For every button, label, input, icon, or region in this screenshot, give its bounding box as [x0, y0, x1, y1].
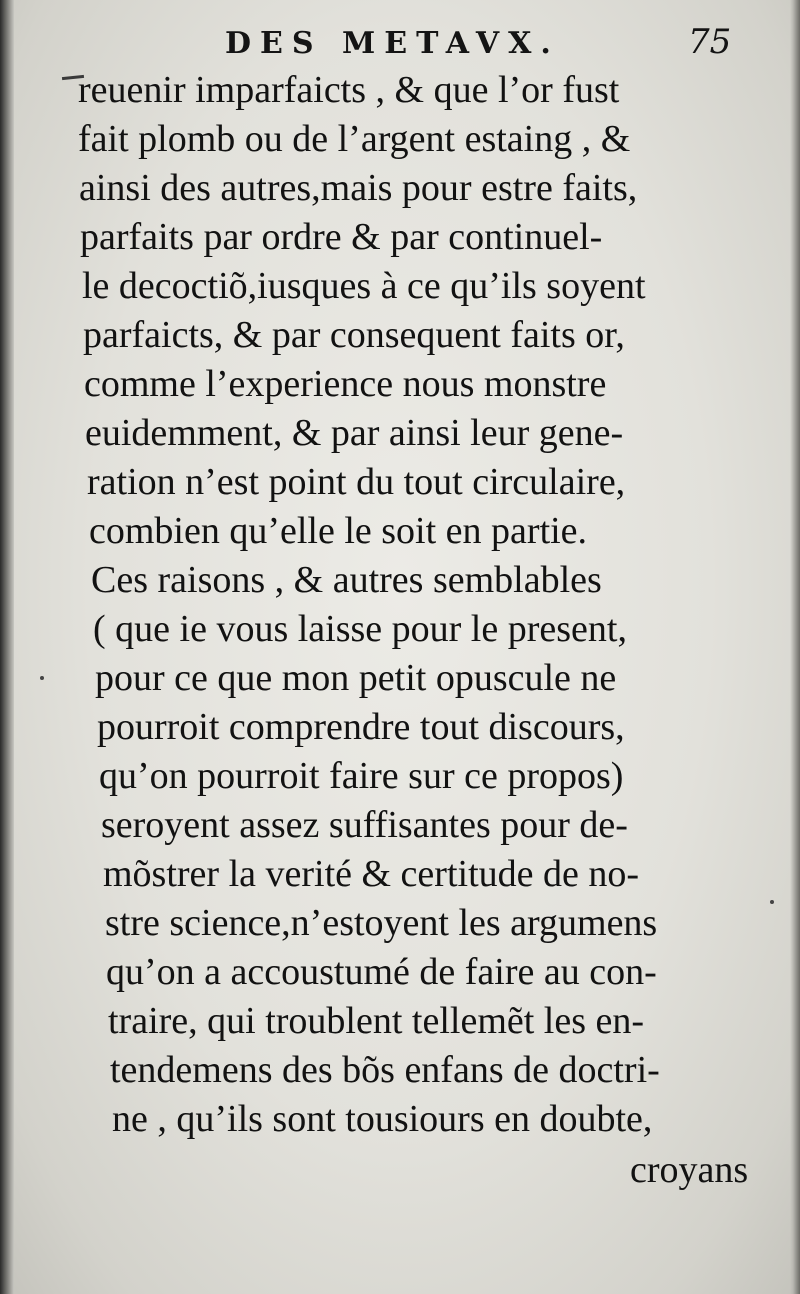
text-line: stre science,n’estoyent les argumens [105, 902, 658, 944]
text-line: parfaits par ordre & par continuel- [80, 216, 603, 258]
text-line: combien qu’elle le soit en partie. [89, 510, 588, 552]
text-line: ainsi des autres,mais pour estre faits, [79, 167, 638, 209]
text-line: pourroit comprendre tout discours, [97, 706, 625, 748]
text-line: euidemment, & par ainsi leur gene- [85, 412, 624, 454]
text-line: Ces raisons , & autres semblables [91, 559, 602, 601]
running-head: DES METAVX. [225, 26, 560, 61]
text-line: ( que ie vous laisse pour le present, [93, 608, 627, 650]
text-line: seroyent assez suffisantes pour de- [101, 804, 628, 846]
catchword: croyans [630, 1149, 749, 1191]
page-right-edge-shadow [790, 0, 800, 1294]
text-line: parfaicts, & par consequent faits or, [83, 314, 625, 356]
page-header [0, 16, 800, 66]
text-line: comme l’experience nous monstre [84, 363, 607, 405]
ink-speck [770, 900, 774, 904]
text-line: pour ce que mon petit opuscule ne [95, 657, 617, 699]
text-line: tendemens des bõs enfans de doctri- [110, 1049, 660, 1091]
text-line: le decoctiõ,iusques à ce qu’ils soyent [82, 265, 646, 307]
ink-speck [40, 676, 44, 680]
text-line: reuenir imparfaicts , & que l’or fust [78, 69, 620, 111]
text-line: qu’on pourroit faire sur ce propos) [99, 755, 624, 797]
page-number: 75 [688, 22, 732, 62]
text-line: mõstrer la verité & certitude de no- [103, 853, 640, 895]
text-line: qu’on a accoustumé de faire au con- [106, 951, 657, 993]
page-left-edge-shadow [0, 0, 14, 1294]
text-line: ration n’est point du tout circulaire, [87, 461, 626, 503]
text-line: fait plomb ou de l’argent estaing , & [78, 118, 631, 160]
text-line: traire, qui troublent tellemẽt les en- [108, 1000, 645, 1042]
text-line: ne , qu’ils sont tousiours en doubte, [112, 1098, 653, 1140]
